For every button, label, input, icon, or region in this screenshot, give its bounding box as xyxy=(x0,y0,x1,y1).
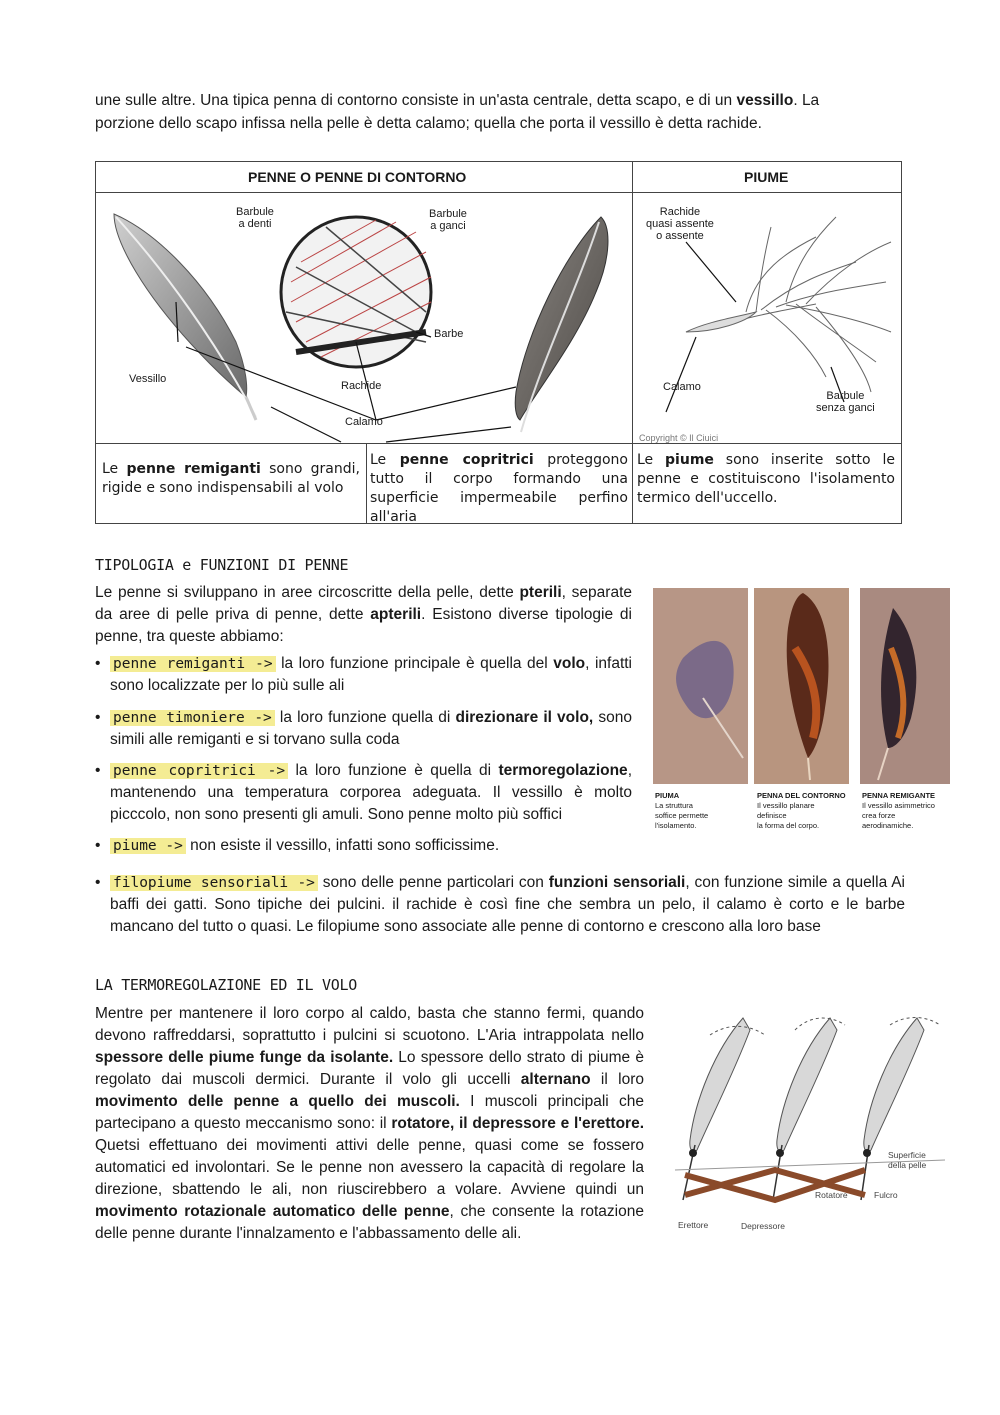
para-text: Lo spessore dello strato di piume è regolato dai muscoli dermici. Durante il volo gli uccelli xyxy=(95,1049,644,1088)
highlight-term: penne timoniere -> xyxy=(110,710,275,726)
intro-bold-vessillo: vessillo xyxy=(736,92,794,109)
bullet-text: la loro funzione è quella di xyxy=(288,762,499,779)
intro-text-end: . La xyxy=(793,92,820,109)
intro-line-2: porzione dello scapo infissa nella pelle è detta calamo; quella che porta il vessillo è detta rachide. xyxy=(95,115,762,132)
para-bold-apterili: apterili xyxy=(370,606,422,623)
para-text: I muscoli principali che partecipano a questo meccanismo sono: il xyxy=(95,1093,645,1132)
figure-title-down: PIUME xyxy=(744,169,789,185)
photo-caption-title: PENNA REMIGANTE xyxy=(862,791,936,800)
bullet-dot: • xyxy=(95,709,101,726)
bullet-bold: volo xyxy=(553,655,586,672)
label-rotatore: Rotatore xyxy=(815,1190,848,1200)
caption-text: Le xyxy=(370,452,400,468)
caption-text: sono inserite sotto le penne e costituiscono l'isolamento termico dell'uccello. xyxy=(637,452,895,506)
figure-title-contour: PENNE O PENNE DI CONTORNO xyxy=(248,169,467,185)
para-bold: alternano xyxy=(520,1071,591,1088)
bullet-dot: • xyxy=(95,762,101,779)
label-rachide-piume: Rachide quasi assente o assente xyxy=(646,206,714,242)
highlight-term: filopiume sensoriali -> xyxy=(110,875,318,891)
section-heading-tipologia: TIPOLOGIA e FUNZIONI DI PENNE xyxy=(95,556,349,574)
feather-muscle-diagram xyxy=(665,1010,955,1235)
label-barbe: Barbe xyxy=(434,328,464,340)
bullet-bold: funzioni sensoriali xyxy=(548,874,686,891)
photo-caption-title: PIUMA xyxy=(655,791,680,800)
para-bold: movimento rotazionale automatico delle penne xyxy=(95,1203,450,1220)
bullet-dot: • xyxy=(95,837,101,854)
bullet-text: la loro funzione quella di xyxy=(274,709,456,726)
bullet-dot: • xyxy=(95,655,101,672)
intro-text: une sulle altre. Una tipica penna di contorno consiste in un'asta centrale, detta scapo, e di un xyxy=(95,92,737,109)
photo-caption-text: Il vessillo planare definisce la forma del corpo. xyxy=(757,801,820,830)
caption-text: Le xyxy=(102,461,127,477)
para-text: il loro xyxy=(590,1071,644,1088)
feather-types-figure xyxy=(95,161,902,524)
caption-bold: penne remiganti xyxy=(126,461,261,477)
label-barbule-denti: Barbule a denti xyxy=(236,206,274,230)
para-bold: movimento delle penne a quello dei muscoli. xyxy=(95,1093,460,1110)
photo-caption-remigante xyxy=(862,791,962,831)
feather-photo-strip xyxy=(653,588,950,784)
para-text: Le penne si sviluppano in aree circoscritte della pelle, dette xyxy=(95,584,520,601)
label-vessillo: Vessillo xyxy=(129,373,167,385)
caption-bold: penne copritrici xyxy=(399,452,534,468)
caption-bold: piume xyxy=(665,452,714,468)
copyright-note: Copyright © Il Ciuici xyxy=(639,433,719,443)
label-superficie-pelle: Superficie della pelle xyxy=(888,1150,927,1170)
bullet-text: sono delle penne particolari con xyxy=(317,874,549,891)
photo-caption-title: PENNA DEL CONTORNO xyxy=(757,791,846,800)
label-calamo: Calamo xyxy=(345,416,383,428)
bullet-bold: direzionare il volo, xyxy=(455,709,594,726)
photo-caption-contorno xyxy=(757,791,857,831)
bullet-text: la loro funzione principale è quella del xyxy=(275,655,554,672)
para-text: Quetsi effettuano dei movimenti attivi delle penne, quasi come se fossero automatici ed involontari. Se le penne non avessero la capacità di regolare la direzione, sbattendo le ali, non riuscirebbero a volare. Avviene quindi un xyxy=(95,1137,644,1198)
caption-text: sono grandi, rigide e sono indispensabili al volo xyxy=(102,461,360,496)
bullet-dot: • xyxy=(95,874,101,891)
label-barbule-ganci: Barbule a ganci xyxy=(429,208,467,232)
para-bold: rotatore, il depressore e l'erettore. xyxy=(391,1115,644,1132)
highlight-term: piume -> xyxy=(110,838,186,854)
photo-caption-text: Il vessillo asimmetrico crea forze aerodinamiche. xyxy=(862,801,935,830)
para-text: Mentre per mantenere il loro corpo al caldo, basta che stanno fermi, quando devono raffreddarsi, soprattutto i pulcini si scuotono. L'Aria intrappolata nello xyxy=(95,1005,644,1044)
label-rachide: Rachide xyxy=(341,380,382,392)
label-depressore: Depressore xyxy=(741,1221,785,1231)
bullet-bold: termoregolazione xyxy=(498,762,628,779)
para-bold-pterili: pterili xyxy=(519,584,562,601)
feather-illustration xyxy=(96,192,901,443)
para-text: , che consente la rotazione delle penne durante l'innalzamento e l'abbassamento delle ali. xyxy=(95,1203,644,1242)
label-barbule-senza-ganci: Barbule senza ganci xyxy=(816,390,875,414)
photo-caption-text: La struttura soffice permette l'isolamento. xyxy=(655,801,709,830)
bullet-text: non esiste il vessillo, infatti sono sofficissime. xyxy=(185,837,500,854)
para-bold: spessore delle piume funge da isolante. xyxy=(95,1049,394,1066)
caption-copritrici xyxy=(370,451,628,527)
caption-remiganti xyxy=(102,460,360,498)
feather-muscle-figure xyxy=(665,1010,955,1235)
bullet-text: , con funzione simile a quella Ai baffi dei gatti. Sono tipiche dei pulcini. il rachide è così fine che sembra un pelo, il calamo è corto e le barbe mancano del tutto o quasi. Le filopiume sono associate alle penne di contorno e crescono alla loro base xyxy=(110,874,905,935)
label-calamo-piume: Calamo xyxy=(663,381,701,393)
bullet-text: sono simili alle remiganti e si torvano sulla coda xyxy=(110,709,632,748)
photo-caption-piuma xyxy=(655,791,750,831)
feather-photos xyxy=(653,588,950,784)
section1-intro xyxy=(95,582,632,648)
bullet-text: , infatti sono localizzate per lo più sulle ali xyxy=(110,655,632,694)
caption-piume xyxy=(637,451,895,508)
section2-paragraph xyxy=(95,1003,644,1245)
para-text: , separate da aree di pelle priva di penne, dette xyxy=(95,584,633,623)
highlight-term: penne remiganti -> xyxy=(110,656,276,672)
highlight-term: penne copritrici -> xyxy=(110,763,288,779)
section-heading-termoregolazione: LA TERMOREGOLAZIONE ED IL VOLO xyxy=(95,976,357,994)
para-text: . Esistono diverse tipologie di penne, tra queste abbiamo: xyxy=(95,606,632,645)
caption-text: Le xyxy=(637,452,666,468)
caption-text: proteggono tutto il corpo formando una superficie impermeabile perfino all'aria xyxy=(370,452,628,525)
intro-line-1 xyxy=(95,90,900,112)
bullet-text: , mantenendo una temperatura corporea adeguata. Il vessillo è molto picccolo, non sono presenti gli amuli. Sono penne molto più soffici xyxy=(110,762,632,823)
label-fulcro: Fulcro xyxy=(874,1190,898,1200)
label-erettore: Erettore xyxy=(678,1220,709,1230)
